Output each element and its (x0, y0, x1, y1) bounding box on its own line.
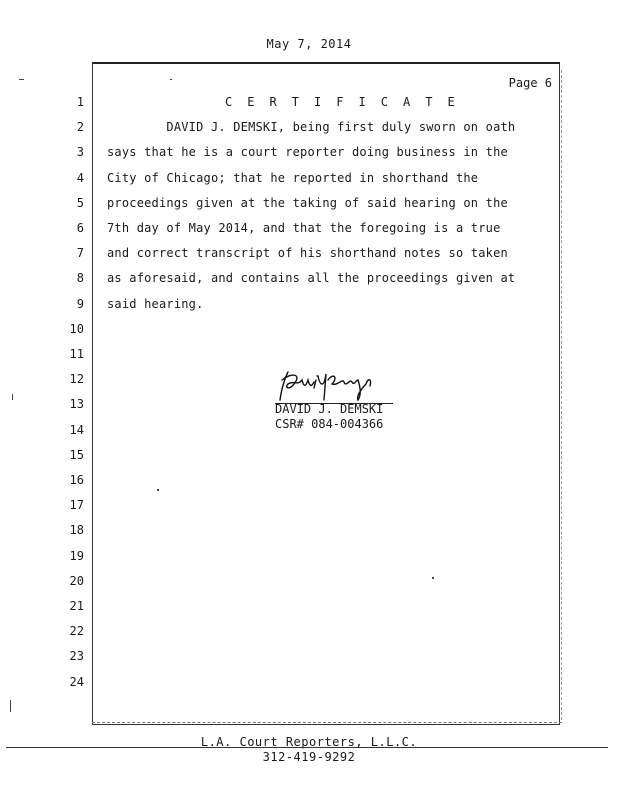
line-number: 18 (69, 523, 84, 538)
transcript-line (0, 621, 618, 641)
line-number: 21 (69, 599, 84, 613)
certificate-title: C E R T I F I C A T E (225, 95, 459, 109)
signature-image (272, 366, 382, 406)
transcript-line (0, 445, 618, 465)
transcript-line (0, 117, 618, 137)
transcript-line (0, 294, 618, 314)
reporter-name: DAVID J. DEMSKI (275, 402, 384, 416)
line-number: 17 (69, 498, 84, 513)
scan-speck (157, 489, 159, 491)
transcript-line (0, 546, 618, 566)
transcript-line (0, 470, 618, 490)
transcript-line (0, 319, 618, 339)
scan-speck (432, 577, 434, 579)
line-number: 7 (76, 246, 84, 261)
transcript-line (0, 672, 618, 692)
footer-company: L.A. Court Reporters, L.L.C. (200, 735, 418, 749)
scan-speck (10, 700, 11, 712)
line-number: 9 (76, 296, 84, 311)
reporter-csr-number: CSR# 084-004366 (275, 417, 384, 431)
line-text: DAVID J. DEMSKI, being first duly sworn on oath (107, 120, 516, 135)
line-number: 1 (76, 95, 84, 109)
frame-bottom-rule (92, 722, 562, 723)
transcript-line (0, 268, 618, 288)
scan-speck (170, 79, 172, 80)
line-number: 22 (69, 624, 84, 639)
transcript-line (0, 168, 618, 188)
line-number: 2 (76, 120, 84, 135)
line-number: 23 (69, 649, 84, 664)
line-number: 8 (76, 271, 84, 286)
transcript-line (0, 243, 618, 263)
scan-speck (19, 79, 24, 80)
line-text: proceedings given at the taking of said hearing on the (107, 195, 508, 210)
line-text: and correct transcript of his shorthand notes so taken (107, 246, 508, 261)
header-date: May 7, 2014 (266, 37, 352, 51)
line-number: 20 (69, 573, 84, 588)
transcript-line (0, 193, 618, 213)
transcript-line (0, 218, 618, 238)
line-text: 7th day of May 2014, and that the foregoing is a true (107, 221, 501, 235)
line-number: 15 (69, 447, 84, 462)
line-number: 12 (69, 372, 84, 387)
line-number: 5 (76, 195, 84, 210)
line-text: City of Chicago; that he reported in shorthand the (107, 170, 479, 185)
line-number: 19 (69, 548, 84, 563)
transcript-line (0, 495, 618, 515)
transcript-line (0, 571, 618, 591)
transcript-line (0, 142, 618, 162)
line-number: 10 (69, 321, 84, 336)
line-number: 3 (76, 145, 84, 160)
scan-speck (12, 394, 13, 400)
transcript-line (0, 344, 618, 364)
line-number: 14 (69, 422, 84, 437)
line-text: as aforesaid, and contains all the proceedings given at (107, 271, 516, 286)
page-number: Page 6 (508, 76, 552, 90)
line-text: said hearing. (107, 296, 204, 311)
footer-phone: 312-419-9292 (262, 750, 356, 764)
line-number: 4 (76, 170, 84, 185)
line-number: 24 (69, 674, 84, 689)
transcript-line (0, 646, 618, 666)
line-number: 6 (76, 221, 84, 235)
transcript-line (0, 596, 618, 616)
transcript-line (0, 520, 618, 540)
line-number: 16 (69, 473, 84, 487)
line-number: 13 (69, 397, 84, 412)
line-text: says that he is a court reporter doing business in the (107, 145, 508, 160)
line-number: 11 (69, 347, 84, 361)
transcript-line (0, 92, 618, 112)
